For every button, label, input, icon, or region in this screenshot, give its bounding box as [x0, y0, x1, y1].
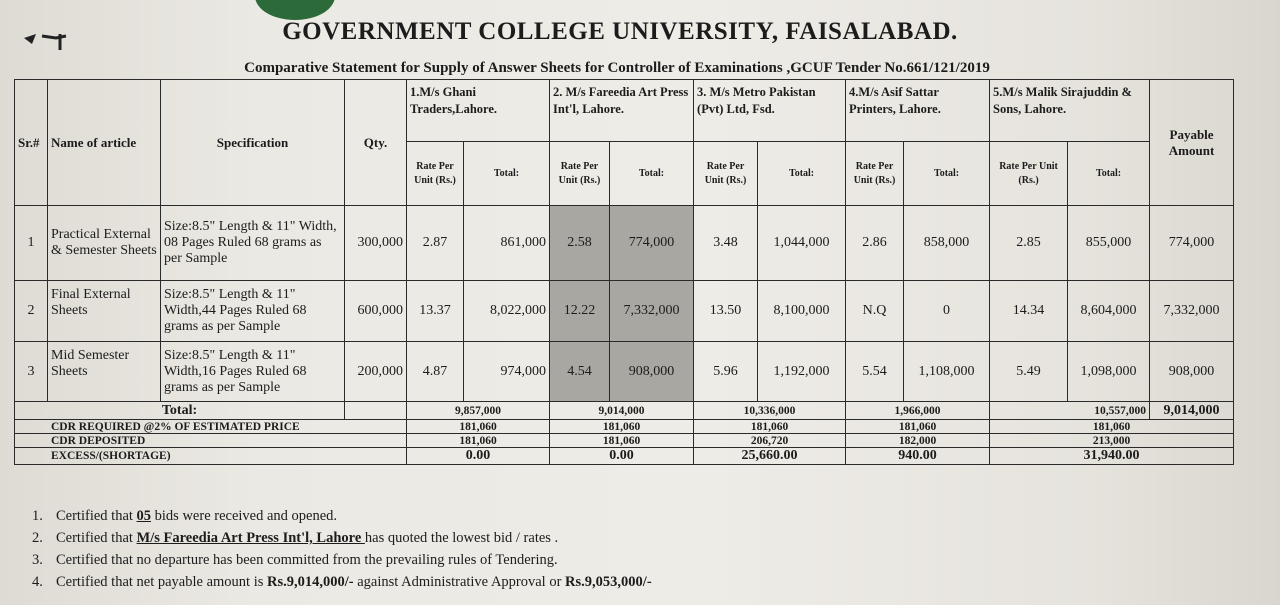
header-total: Total: [1068, 142, 1150, 206]
note-item [32, 549, 652, 571]
f4-rate: 5.54 [846, 342, 904, 402]
header-total: Total: [758, 142, 846, 206]
row-name: Practical External & Semester Sheets [48, 206, 161, 281]
f1-total: 8,022,000 [464, 281, 550, 342]
excess-f1: 0.00 [407, 448, 550, 465]
header-spec: Specification [161, 80, 345, 206]
total-f3: 10,336,000 [694, 402, 846, 420]
cdr-deposited-f3: 206,720 [694, 434, 846, 448]
table-row [15, 281, 1234, 342]
total-f4: 1,966,000 [846, 402, 990, 420]
row-payable: 908,000 [1150, 342, 1234, 402]
cdr-required-f1: 181,060 [407, 420, 550, 434]
f1-rate: 13.37 [407, 281, 464, 342]
row-sr: 1 [15, 206, 48, 281]
row-qty: 600,000 [345, 281, 407, 342]
firm-5: 5.M/s Malik Sirajuddin & Sons, Lahore. [990, 80, 1150, 142]
header-rate: Rate Per Unit (Rs.) [990, 142, 1068, 206]
table-row [15, 206, 1234, 281]
note-text: Certified that net payable amount is [56, 574, 267, 590]
note-emphasis: 05 [136, 508, 152, 524]
cdr-required-f2: 181,060 [550, 420, 694, 434]
page-title: GOVERNMENT COLLEGE UNIVERSITY, FAISALABAD. [282, 18, 958, 45]
row-spec: Size:8.5" Length & 11" Width,44 Pages Ruled 68 grams as per Sample [161, 281, 345, 342]
total-label: Total: [15, 402, 345, 420]
university-logo [255, 0, 335, 20]
excess-f2: 0.00 [550, 448, 694, 465]
excess-f3: 25,660.00 [694, 448, 846, 465]
f2-total: 7,332,000 [610, 281, 694, 342]
header-total: Total: [904, 142, 990, 206]
total-f2: 9,014,000 [550, 402, 694, 420]
f2-rate: 2.58 [550, 206, 610, 281]
note-text: bids were received and opened. [151, 508, 338, 524]
header-rate: Rate Per Unit (Rs.) [550, 142, 610, 206]
row-payable: 7,332,000 [1150, 281, 1234, 342]
row-qty: 300,000 [345, 206, 407, 281]
firm-1: 1.M/s Ghani Traders,Lahore. [407, 80, 550, 142]
cdr-required-f5: 181,060 [990, 420, 1234, 434]
f1-rate: 4.87 [407, 342, 464, 402]
cdr-required-row [15, 420, 1234, 434]
cdr-deposited-row [15, 434, 1234, 448]
note-emphasis: M/s Fareedia Art Press Int'l, Lahore [136, 530, 365, 546]
cdr-deposited-f5: 213,000 [990, 434, 1234, 448]
f2-rate: 12.22 [550, 281, 610, 342]
excess-f5: 31,940.00 [990, 448, 1234, 465]
f3-total: 1,044,000 [758, 206, 846, 281]
f2-total: 774,000 [610, 206, 694, 281]
excess-label: EXCESS/(SHORTAGE) [15, 448, 407, 465]
firm-2: 2. M/s Fareedia Art Press Int'l, Lahore. [550, 80, 694, 142]
cdr-required-label: CDR REQUIRED @2% OF ESTIMATED PRICE [15, 420, 407, 434]
note-item [32, 505, 652, 527]
cdr-deposited-f4: 182,000 [846, 434, 990, 448]
row-sr: 3 [15, 342, 48, 402]
total-payable: 9,014,000 [1150, 402, 1234, 420]
row-qty: 200,000 [345, 342, 407, 402]
note-text: against Administrative Approval or [353, 574, 566, 590]
f4-total: 1,108,000 [904, 342, 990, 402]
header-rate: Rate Per Unit (Rs.) [694, 142, 758, 206]
cdr-deposited-f2: 181,060 [550, 434, 694, 448]
header-total: Total: [610, 142, 694, 206]
note-text: has quoted the lowest bid / rates . [364, 530, 559, 546]
f4-total: 858,000 [904, 206, 990, 281]
header-rate: Rate Per Unit (Rs.) [846, 142, 904, 206]
note-number: 2. [32, 530, 43, 546]
f1-total: 861,000 [464, 206, 550, 281]
note-emphasis: Rs.9,014,000/- [267, 574, 354, 590]
note-text: Certified that [56, 530, 137, 546]
row-name: Final External Sheets [48, 281, 161, 342]
row-spec: Size:8.5" Length & 11" Width,16 Pages Ruled 68 grams as per Sample [161, 342, 345, 402]
table-row [15, 342, 1234, 402]
f1-rate: 2.87 [407, 206, 464, 281]
f5-total: 1,098,000 [1068, 342, 1150, 402]
f5-rate: 14.34 [990, 281, 1068, 342]
f5-total: 8,604,000 [1068, 281, 1150, 342]
note-text: Certified that [56, 508, 137, 524]
row-name: Mid Semester Sheets [48, 342, 161, 402]
f4-rate: N.Q [846, 281, 904, 342]
cdr-deposited-f1: 181,060 [407, 434, 550, 448]
cdr-required-f4: 181,060 [846, 420, 990, 434]
firm-4: 4.M/s Asif Sattar Printers, Lahore. [846, 80, 990, 142]
f5-total: 855,000 [1068, 206, 1150, 281]
f3-total: 8,100,000 [758, 281, 846, 342]
header-total: Total: [464, 142, 550, 206]
note-number: 3. [32, 552, 43, 568]
row-spec: Size:8.5" Length & 11" Width, 08 Pages Ruled 68 grams as per Sample [161, 206, 345, 281]
f2-total: 908,000 [610, 342, 694, 402]
f4-rate: 2.86 [846, 206, 904, 281]
firm-3: 3. M/s Metro Pakistan (Pvt) Ltd, Fsd. [694, 80, 846, 142]
row-sr: 2 [15, 281, 48, 342]
note-item [32, 571, 652, 593]
totals-row [15, 402, 1234, 420]
total-f1: 9,857,000 [407, 402, 550, 420]
comparative-statement-table [14, 79, 1234, 465]
note-number: 1. [32, 508, 43, 524]
total-f5: 10,557,000 [990, 402, 1150, 420]
page-subtitle: Comparative Statement for Supply of Answer Sheets for Controller of Examinations ,GCUF Tender No.661/121/2019 [244, 60, 990, 76]
cdr-deposited-label: CDR DEPOSITED [15, 434, 407, 448]
f3-rate: 3.48 [694, 206, 758, 281]
f5-rate: 5.49 [990, 342, 1068, 402]
note-emphasis: Rs.9,053,000/- [565, 574, 652, 590]
header-rate: Rate Per Unit (Rs.) [407, 142, 464, 206]
excess-row [15, 448, 1234, 465]
header-name: Name of article [48, 80, 161, 206]
f2-rate: 4.54 [550, 342, 610, 402]
row-payable: 774,000 [1150, 206, 1234, 281]
header-qty: Qty. [345, 80, 407, 206]
f3-total: 1,192,000 [758, 342, 846, 402]
header-srno: Sr.# [15, 80, 48, 206]
f3-rate: 5.96 [694, 342, 758, 402]
note-number: 4. [32, 574, 43, 590]
f4-total: 0 [904, 281, 990, 342]
f3-rate: 13.50 [694, 281, 758, 342]
note-text: Certified that no departure has been committed from the prevailing rules of Tendering. [56, 552, 558, 568]
certification-notes [32, 505, 652, 593]
cdr-required-f3: 181,060 [694, 420, 846, 434]
f1-total: 974,000 [464, 342, 550, 402]
excess-f4: 940.00 [846, 448, 990, 465]
header-payable: Payable Amount [1150, 80, 1234, 206]
note-item [32, 527, 652, 549]
f5-rate: 2.85 [990, 206, 1068, 281]
